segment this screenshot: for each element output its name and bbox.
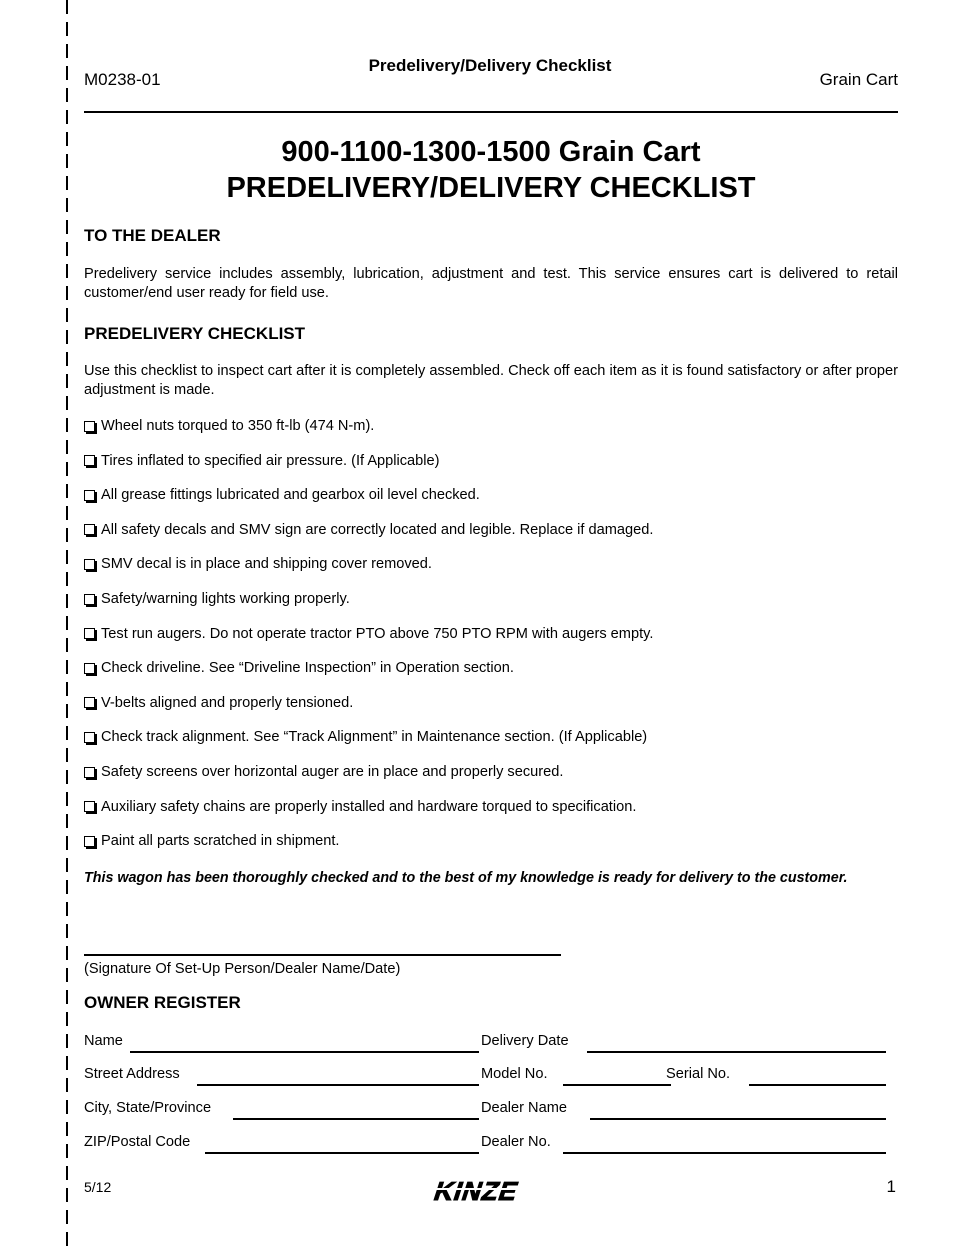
edge-mark [66,1056,68,1070]
edge-mark [66,0,68,14]
dealer-no-label: Dealer No. [481,1134,551,1150]
checklist-item-label: All grease fittings lubricated and gearbox oil level checked. [101,487,480,504]
edge-mark [66,132,68,146]
checklist-item [84,764,563,780]
checklist-item [84,418,374,434]
kinze-logo [430,1176,550,1209]
checklist-item-label: Safety/warning lights working properly. [101,591,350,607]
delivery-date-label: Delivery Date [481,1033,569,1049]
edge-mark [66,352,68,366]
city-field[interactable] [233,1118,479,1120]
edge-mark [66,330,68,344]
dealer-no-field[interactable] [563,1152,886,1154]
checklist-item-label: Paint all parts scratched in shipment. [101,833,340,850]
checkbox-icon[interactable] [84,801,95,812]
checkbox-icon[interactable] [84,663,95,674]
edge-mark [66,792,68,806]
kinze-logo-mark [430,1176,550,1204]
signature-line[interactable] [84,954,561,956]
checklist-item [84,626,653,642]
serial-no-field[interactable] [749,1084,886,1086]
model-no-label: Model No. [481,1066,548,1082]
edge-mark [66,572,68,586]
edge-mark [66,154,68,168]
checklist-item-label: Check driveline. See “Driveline Inspection” in Operation section. [101,660,514,677]
checklist-item [84,487,480,503]
section-title: Predelivery/Delivery Checklist [368,56,612,75]
edge-mark [66,968,68,982]
zip-field[interactable] [205,1152,479,1154]
checkbox-icon[interactable] [84,559,95,570]
checklist-item-label: Test run augers. Do not operate tractor PTO above 750 PTO RPM with augers empty. [101,625,654,642]
edge-mark [66,770,68,784]
edge-mark [66,110,68,124]
checklist-item-label: All safety decals and SMV sign are correctly located and legible. Replace if damaged. [101,521,654,538]
edge-mark [66,88,68,102]
edge-mark [66,198,68,212]
dealer-name-label: Dealer Name [481,1100,567,1116]
predelivery-intro: Use this checklist to inspect cart after it is completely assembled. Check off each item as it is found satisfactory or after proper adjustment is made. [84,363,898,398]
street-address-field[interactable] [197,1084,479,1086]
model-no-field[interactable] [563,1084,671,1086]
edge-mark [66,484,68,498]
edge-mark [66,814,68,828]
checklist-item-label: Check track alignment. See “Track Alignment” in Maintenance section. (If Applicable) [101,729,648,746]
predelivery-heading: PREDELIVERY CHECKLIST [84,324,306,343]
edge-mark [66,726,68,740]
edge-mark [66,1078,68,1092]
revision-date: 5/12 [84,1179,112,1195]
edge-mark [66,440,68,454]
edge-mark [66,1210,68,1224]
edge-mark [66,924,68,938]
checkbox-icon[interactable] [84,421,95,432]
edge-mark [66,616,68,630]
edge-mark [66,704,68,718]
dealer-text: Predelivery service includes assembly, lubrication, adjustment and test. This service ensures cart is delivered to retail customer/end user ready for field use. [84,266,898,301]
checkbox-icon[interactable] [84,455,95,466]
checkbox-icon[interactable] [84,697,95,708]
checkbox-icon[interactable] [84,490,95,501]
edge-mark [66,1144,68,1158]
page-title-line2: PREDELIVERY/DELIVERY CHECKLIST [226,172,756,204]
checklist-item [84,833,339,849]
checklist-item-label: Tires inflated to specified air pressure. (If Applicable) [101,452,440,469]
edge-mark [66,1122,68,1136]
checkbox-icon[interactable] [84,628,95,639]
edge-mark [66,748,68,762]
checklist-item-label: V-belts aligned and properly tensioned. [101,694,354,711]
signature-caption: (Signature Of Set-Up Person/Dealer Name/Date) [84,961,401,977]
binding-edge-marks [66,0,69,1235]
edge-mark [66,638,68,652]
checklist-item [84,729,647,745]
edge-mark [66,308,68,322]
dealer-heading: TO THE DEALER [84,226,221,245]
page-number: 1 [886,1177,896,1196]
edge-mark [66,1232,68,1246]
edge-mark [66,682,68,696]
checkbox-icon[interactable] [84,836,95,847]
edge-mark [66,1188,68,1202]
checklist-item [84,522,653,538]
product-name: Grain Cart [819,70,898,89]
dealer-name-field[interactable] [590,1118,886,1120]
checklist-item-label: Safety screens over horizontal auger are in place and properly secured. [101,764,564,780]
edge-mark [66,286,68,300]
checklist-item [84,799,636,815]
edge-mark [66,990,68,1004]
edge-mark [66,396,68,410]
doc-code: M0238-01 [84,70,161,89]
edge-mark [66,1034,68,1048]
name-field[interactable] [130,1051,479,1053]
edge-mark [66,1166,68,1180]
edge-mark [66,506,68,520]
checklist-item-label: Wheel nuts torqued to 350 ft-lb (474 N-m). [101,418,375,434]
owner-register-heading: OWNER REGISTER [84,993,241,1012]
edge-mark [66,22,68,36]
checklist-item [84,453,440,469]
edge-mark [66,660,68,674]
checklist-item [84,556,432,572]
edge-mark [66,242,68,256]
serial-no-label: Serial No. [666,1066,731,1082]
edge-mark [66,374,68,388]
zip-label: ZIP/Postal Code [84,1134,191,1150]
checkbox-icon[interactable] [84,594,95,605]
kinze-logo-text: KINZE [430,1176,523,1204]
city-label: City, State/Province [84,1100,212,1116]
checklist-item-label: Auxiliary safety chains are properly installed and hardware torqued to specification. [101,798,637,815]
street-address-label: Street Address [84,1066,180,1082]
checklist-item [84,591,350,607]
checklist-item [84,695,353,711]
edge-mark [66,550,68,564]
edge-mark [66,220,68,234]
checkbox-icon[interactable] [84,767,95,778]
edge-mark [66,418,68,432]
edge-mark [66,528,68,542]
edge-mark [66,902,68,916]
header-rule [84,111,898,113]
edge-mark [66,836,68,850]
checklist-item-label: SMV decal is in place and shipping cover removed. [101,556,432,573]
checklist-item [84,660,514,676]
edge-mark [66,858,68,872]
edge-mark [66,462,68,476]
edge-mark [66,594,68,608]
edge-mark [66,264,68,278]
page-title-line1: 900-1100-1300-1500 Grain Cart [281,136,701,168]
delivery-date-field[interactable] [587,1051,886,1053]
edge-mark [66,176,68,190]
edge-mark [66,1012,68,1026]
certification-statement: This wagon has been thoroughly checked and to the best of my knowledge is ready for delivery to the customer. [84,870,848,886]
checkbox-icon[interactable] [84,524,95,535]
edge-mark [66,880,68,894]
edge-mark [66,946,68,960]
checkbox-icon[interactable] [84,732,95,743]
name-label: Name [84,1033,123,1049]
edge-mark [66,1100,68,1114]
